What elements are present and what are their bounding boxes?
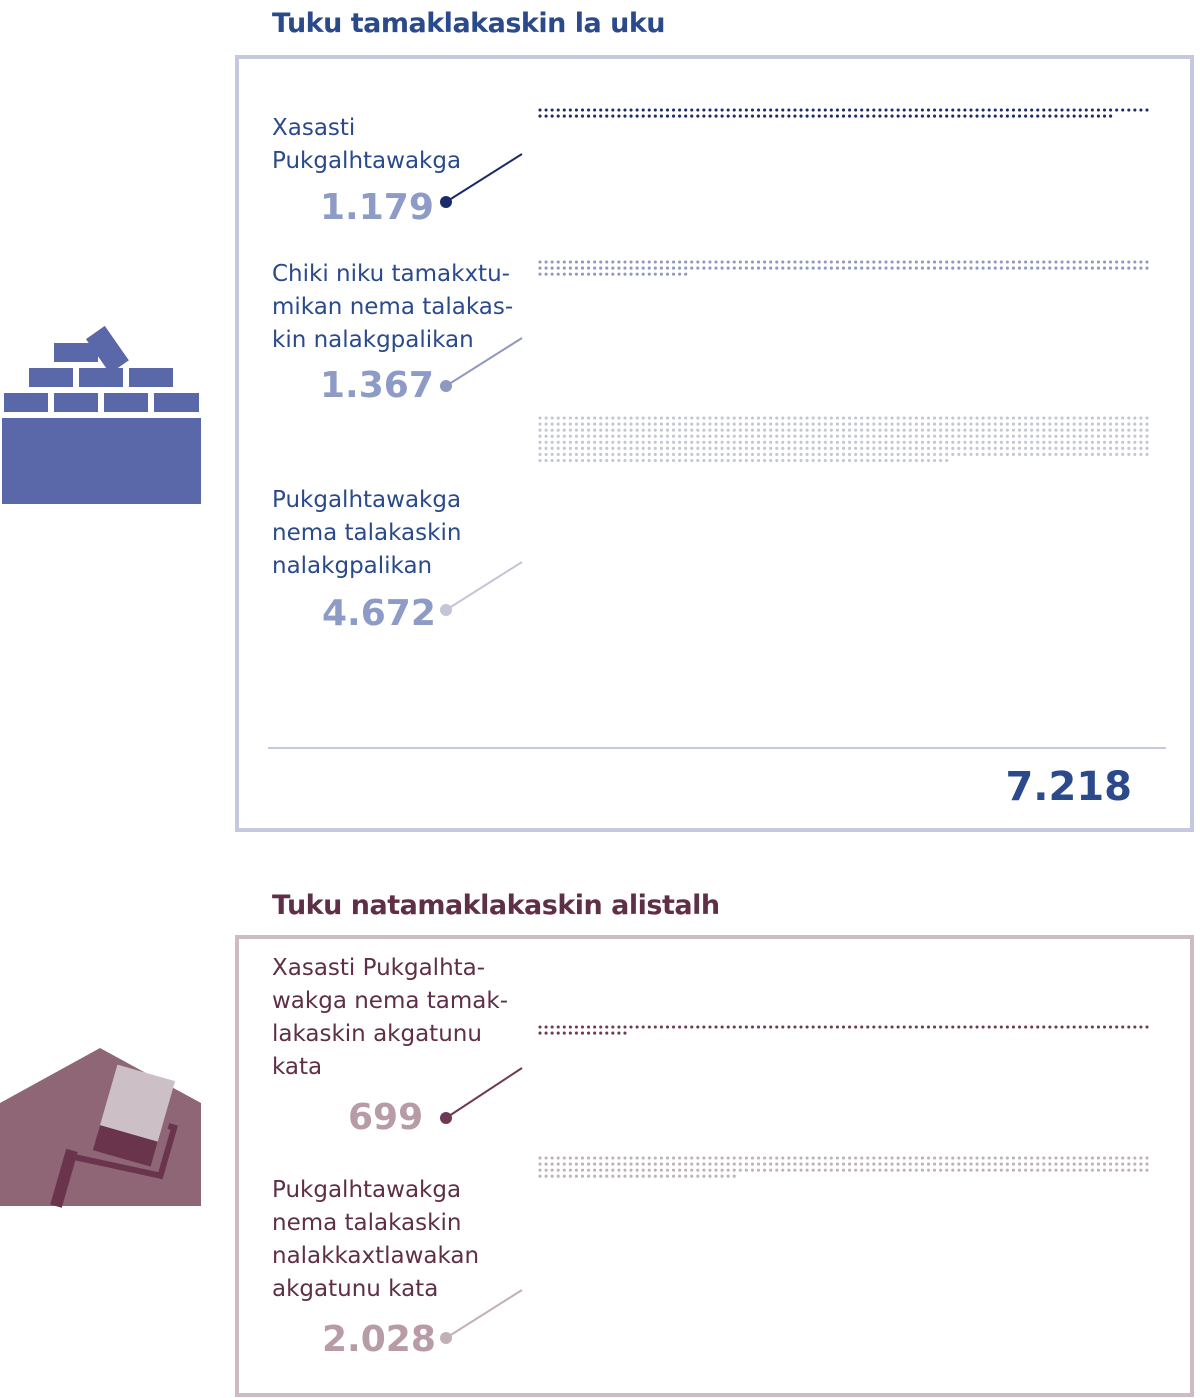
leader-dot [440,196,452,208]
category-label: Pukgalhtawakga nema talakaskin nalakgpalikan [272,487,462,579]
category-label: Xasasti Pukgalhtawakga [272,115,462,174]
value-label: 2.028 [322,1319,436,1360]
leader-line [446,1068,522,1118]
bar-0-2 [538,416,1148,462]
category-label: Chiki niku tamakxtu- mikan nema talakas- kin nalakgpalikan [272,261,514,353]
value-label: 1.367 [320,365,434,406]
leader-dot [440,380,452,392]
value-label: 699 [348,1097,424,1138]
leader-dot [440,604,452,616]
leader-line [446,338,522,386]
value-label: 1.179 [320,187,434,228]
leader-line [446,562,522,610]
total-value: 7.218 [1005,764,1132,810]
value-label: 4.672 [322,593,436,634]
leader-dot [440,1332,452,1344]
bar-1-0 [538,1025,1148,1034]
section-title-renovations: Tuku natamaklakaskin alistalh [272,890,720,921]
category-label: Pukgalhtawakga nema talakaskin nalakkaxtlawakan akgatunu kata [272,1177,480,1302]
category-label: Xasasti Pukgalhta- wakga nema tamak- lakaskin akgatunu kata [272,955,508,1080]
section-title-buildings: Tuku tamaklakaskin la uku [272,8,666,39]
bar-1-1 [538,1156,1148,1177]
leader-line [446,1290,522,1338]
leader-line [446,154,522,202]
leader-dot [440,1112,452,1124]
bar-0-1 [538,260,1148,275]
bar-0-0 [538,108,1148,117]
